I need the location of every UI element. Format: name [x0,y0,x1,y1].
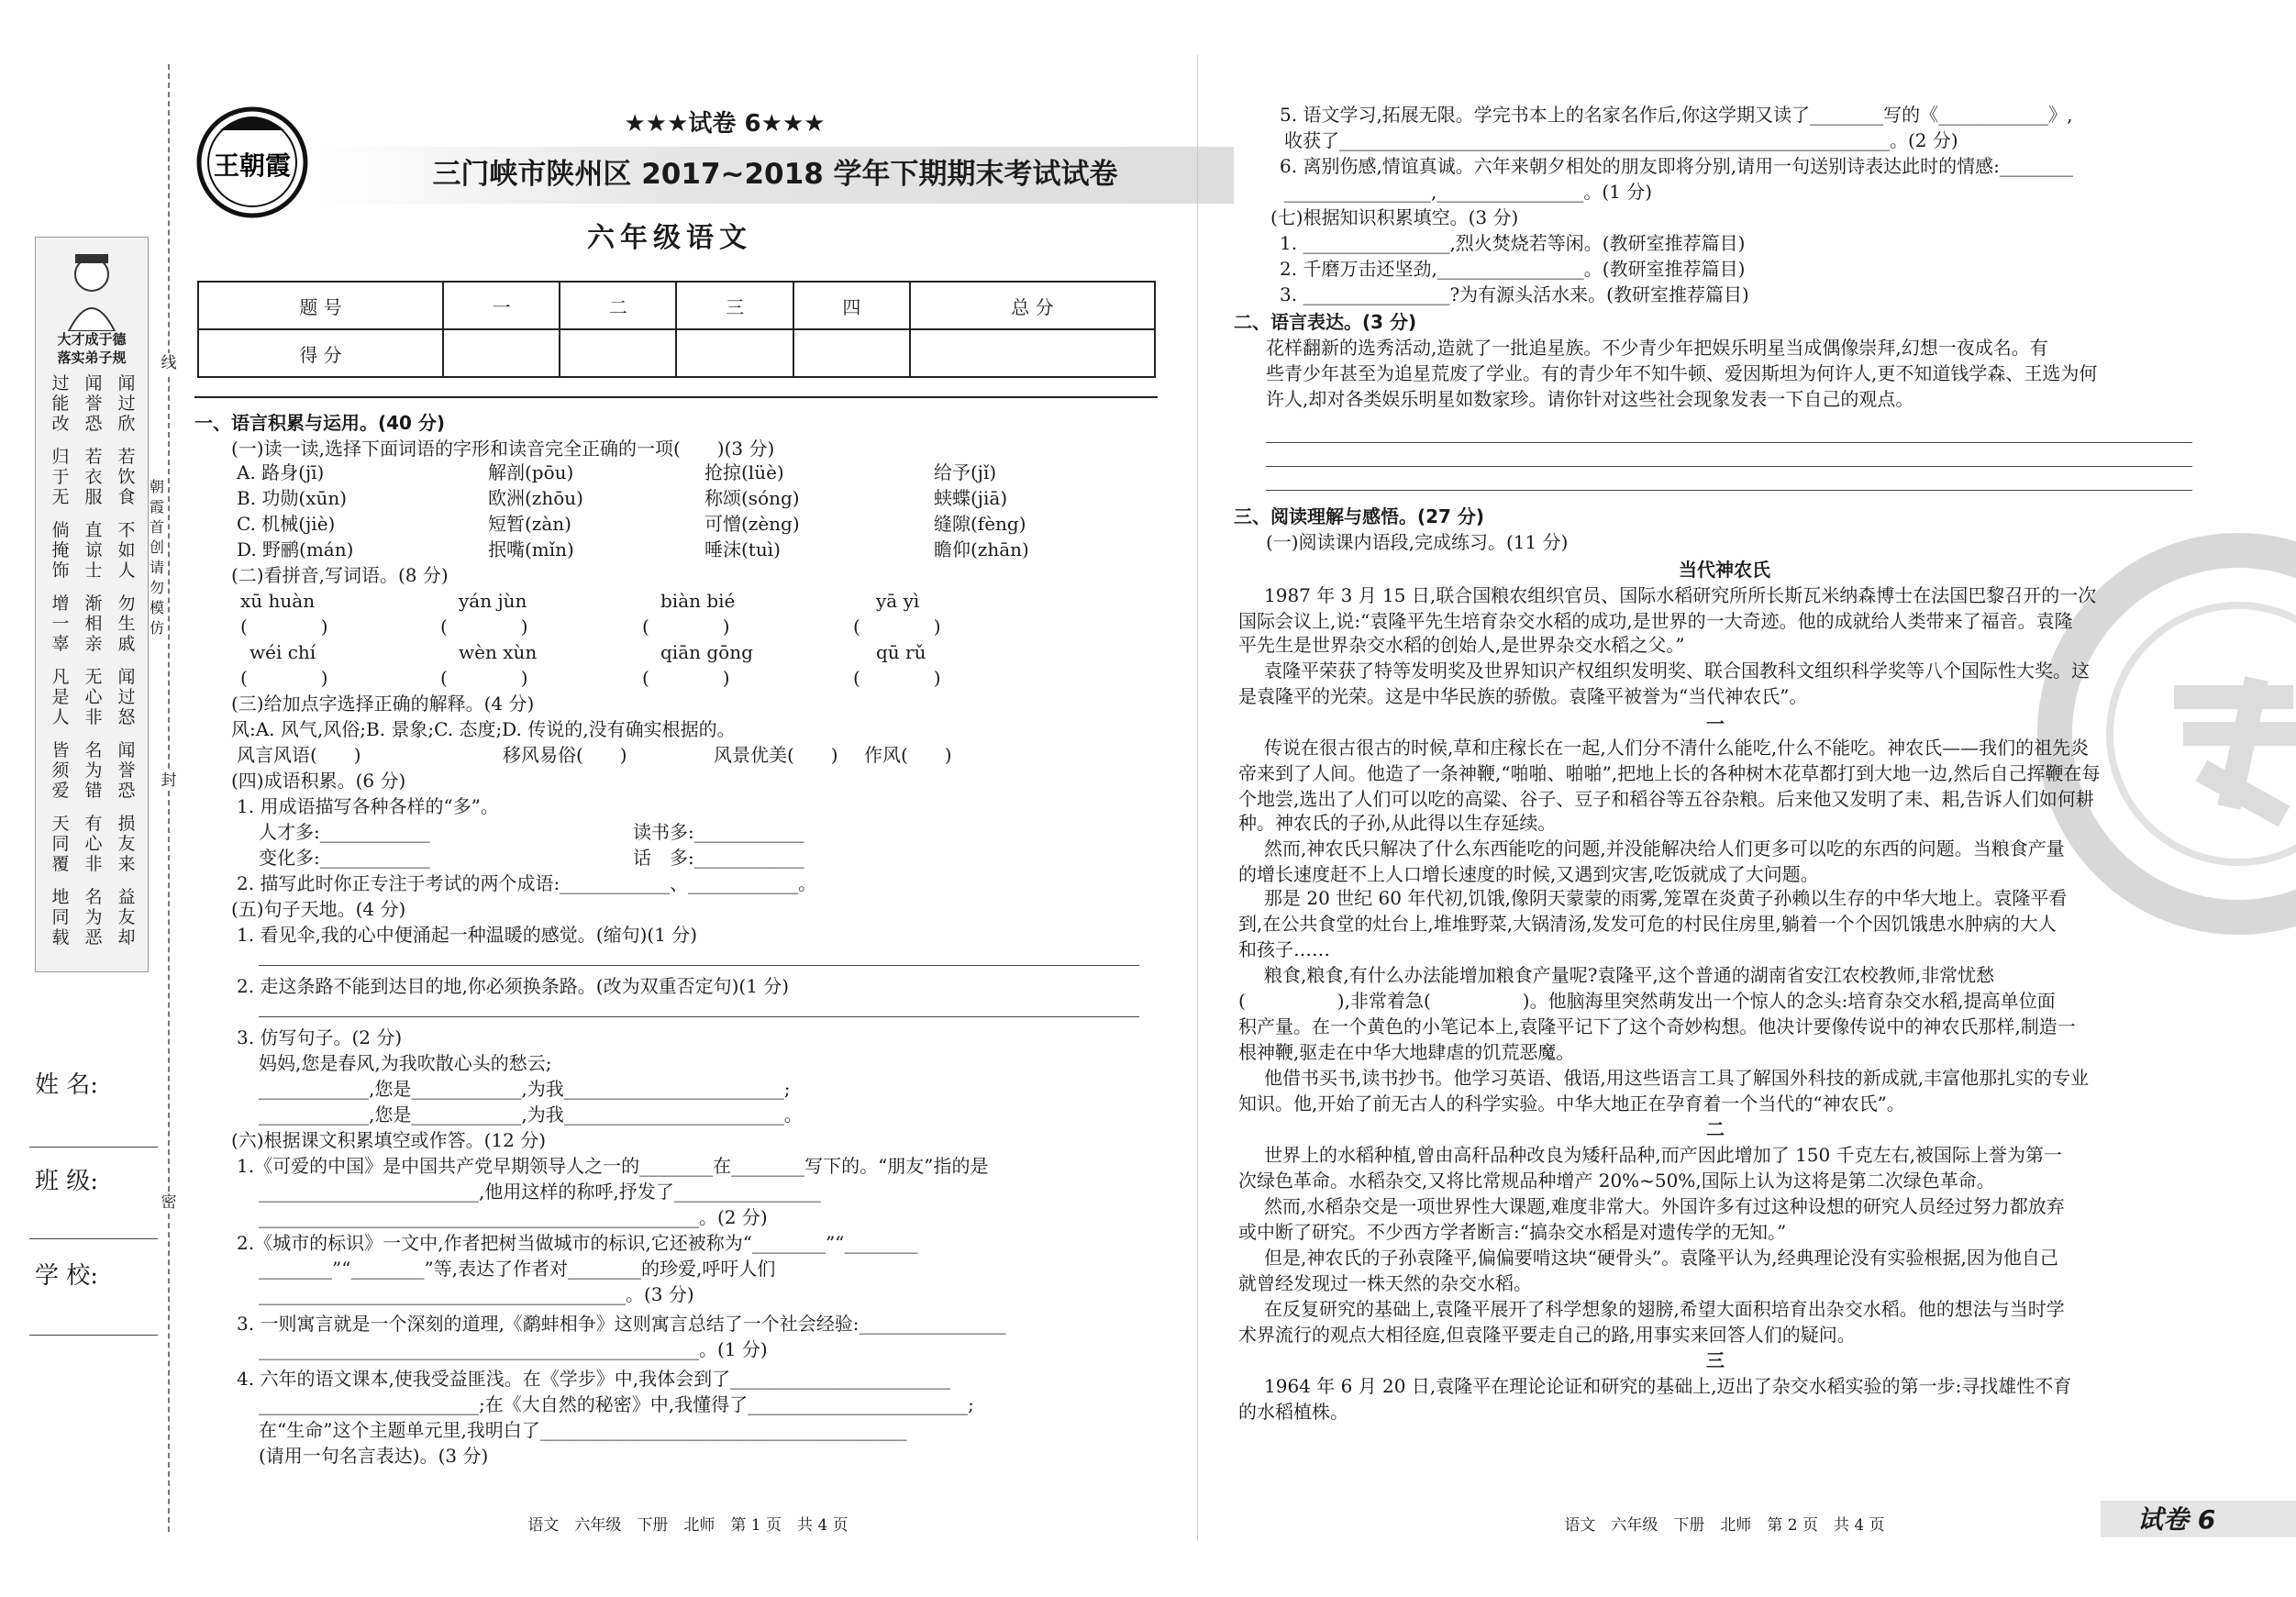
left-line: 2.《城市的标识》一文中,作者把树当做城市的标识,它还被称为“________”“________ [237,1232,918,1254]
left-line: ____________,您是____________,为我________________________。 [259,1103,803,1126]
answer-line[interactable] [259,1016,1139,1017]
answer-line[interactable] [1266,442,2192,443]
motto-column: 闻过怒 [117,667,136,727]
left-item: wéi chí [250,641,316,663]
left-item: 瞻仰(zhān) [934,538,1029,560]
right-line: 1. ________________,烈火焚烧若等闲。(教研室推荐篇目) [1280,232,1746,254]
right-line: 平先生是世界杂交水稻的创始人,是世界杂交水稻之父。” [1238,634,1685,656]
motto-column: 闻过欣 [117,373,136,434]
motto-line-1: 大才成于德 [57,331,127,348]
right-line: 的水稻植株。 [1238,1401,1348,1423]
left-line: ________________________________________________。(2 分) [259,1206,768,1228]
left-item: 风景优美( ) [714,744,838,766]
left-item: qū rǔ [876,641,926,663]
motto-column: 倘掩饰 [51,520,70,581]
answer-line[interactable] [1266,490,2192,491]
left-line: (二)看拼音,写词语。(8 分) [231,564,449,586]
left-item: ( ) [440,667,528,689]
exam-badge: ★★★试卷 6★★★ [624,110,826,138]
binding-mi: 密 [158,1192,180,1213]
left-item: ( ) [642,616,730,638]
left-item: C. 机械(jiè) [237,513,336,535]
left-line: ________________________________________。(3 分) [259,1283,694,1305]
left-line: 4. 六年的语文课本,使我受益匪浅。在《学步》中,我体会到了________________________ [237,1368,951,1390]
right-line: (一)阅读课内语段,完成练习。(11 分) [1266,531,1569,553]
left-line: 3. 仿写句子。(2 分) [237,1026,403,1048]
right-line: 和孩子…… [1238,938,1330,960]
motto-column: 增一辜 [51,593,70,654]
motto-column: 归于无 [51,447,70,507]
left-item: ( ) [853,616,941,638]
left-item: 称颂(sóng) [704,487,800,509]
left-item: 人才多:____________ [259,821,430,843]
motto-column: 过能改 [51,373,70,434]
left-item: 读书多:____________ [633,821,804,843]
binding-line [168,64,170,1532]
left-item: xū huàn [240,590,316,612]
right-line: 是袁隆平的光荣。这是中华民族的骄傲。袁隆平被誉为“当代神农氏”。 [1238,685,1808,707]
right-line: 6. 离别伤感,情谊真诚。六年来朝夕相处的朋友即将分别,请用一句送别诗表达此时的情感:________ [1280,155,2073,177]
left-item: wèn xùn [459,641,538,663]
left-item: ( ) [642,667,730,689]
right-line: ( ),非常着急( )。他脑海里突然萌发出一个惊人的念头:培育杂交水稻,提高单位面 [1238,990,2056,1012]
motto-column: 天同覆 [51,814,70,874]
left-line: ________________________;在《大自然的秘密》中,我懂得了________________________; [259,1393,974,1415]
motto-column: 渐相亲 [84,593,103,654]
left-line: ________”“________”等,表达了作者对________的珍爱,呼吁人们 [259,1258,776,1280]
right-line: 然而,神农氏只解决了什么东西能吃的问题,并没能解决给人们更多可以吃的东西的问题。当粮食产量 [1264,837,2065,859]
answer-line[interactable] [259,965,1139,966]
left-line: 1.《可爱的中国》是中国共产党早期领导人之一的________在________写下的。“朋友”指的是 [237,1155,989,1177]
right-line: 三、阅读理解与感悟。(27 分) [1234,505,1485,527]
name-line[interactable] [29,1147,158,1148]
left-item: 蛱蝶(jiā) [934,487,1008,509]
page-divider [1197,55,1198,1541]
right-line: 袁隆平荣获了特等发明奖及世界知识产权组织发明奖、联合国教科文组织科学奖等八个国际性大奖。这 [1264,660,2090,682]
score-input[interactable] [676,329,793,377]
motto-column: 益友却 [117,887,136,948]
motto-column: 地同载 [51,887,70,948]
motto-column: 若衣服 [84,447,103,507]
left-item: 唾沫(tuì) [704,538,781,560]
right-line: 术界流行的观点大相径庭,但袁隆平要走自己的路,用事实来回答人们的疑问。 [1238,1324,1856,1346]
motto-column: 凡是人 [51,667,70,727]
right-line: 花样翻新的选秀活动,造就了一批追星族。不少青少年把娱乐明星当成偶像崇拜,幻想一夜成名。有 [1266,337,2048,359]
right-line: 个地尝,选出了人们可以吃的高粱、谷子、豆子和稻谷等五谷杂粮。后来他又发明了耒、耜,告诉人们如何耕 [1238,788,2094,810]
left-line: ____________,您是____________,为我________________________; [259,1078,791,1100]
right-line: 根神鞭,驱走在中华大地肆虐的饥荒恶魔。 [1238,1041,1575,1063]
right-line: 但是,神农氏的子孙袁隆平,偏偏要啃这块“硬骨头”。袁隆平认为,经典理论没有实验根据,因为他自己 [1264,1247,2058,1269]
left-line: 1. 看见伞,我的心中便涌起一种温暖的感觉。(缩句)(1 分) [237,924,698,946]
left-item: 可憎(zèng) [704,513,800,535]
passage-heading: 当代神农氏 [1679,559,1770,581]
left-item: ( ) [440,616,528,638]
brand-logo [193,103,312,222]
left-item: biàn bié [660,590,736,612]
motto-column: 名为错 [84,740,103,801]
left-line: (四)成语积累。(6 分) [231,770,406,792]
left-item: 作风( ) [864,744,952,766]
class-line[interactable] [29,1238,158,1239]
left-line: 风:A. 风气,风俗;B. 景象;C. 态度;D. 传说的,没有确实根据的。 [231,718,736,740]
right-line: 到,在公共食堂的灶台上,堆堆野菜,大锅清汤,发发可危的村民住房里,躺着一个个因饥饿患水肿病的大人 [1238,913,2057,935]
left-line: 3. 一则寓言就是一个深刻的道理,《鹬蚌相争》这则寓言总结了一个社会经验:________________ [237,1313,1006,1335]
right-line: 收获了____________________________________________________________。(2 分) [1284,129,1958,151]
left-line: (六)根据课文积累填空或作答。(12 分) [231,1129,547,1151]
score-value-row [198,329,1155,377]
logo-text: 王朝霞 [213,150,292,181]
right-line: 积产量。在一个黄色的小笔记本上,袁隆平记下了这个奇妙构想。他决计要像传说中的神农氏那样,制造一 [1238,1015,2076,1037]
right-line: 在反复研究的基础上,袁隆平展开了科学想象的翅膀,希望大面积培育出杂交水稻。他的想法与当时学 [1264,1298,2065,1320]
score-input[interactable] [910,329,1155,377]
footer-right: 语文 六年级 下册 北师 第 2 页 共 4 页 [1564,1516,1885,1535]
binding-feng: 封 [158,771,180,791]
right-line: 许人,却对各类娱乐明星如数家珍。请你针对这些社会现象发表一下自己的观点。 [1266,388,1914,410]
right-line: 国际会议上,说:“袁隆平先生培育杂交水稻的成功,是世界的一大奇迹。他的成就给人类带来了福音。袁隆 [1238,610,2073,632]
binding-brand: 朝霞首创 请勿模仿 [149,478,164,637]
right-line: (七)根据知识积累填空。(3 分) [1270,206,1519,228]
score-cell: 三 [676,282,793,329]
motto-column: 名为恶 [84,887,103,948]
score-header-row [198,282,1155,329]
passage-heading: 一 [1706,713,1725,735]
left-item: 话 多:____________ [633,847,804,869]
left-line: ________________________,他用这样的称呼,抒发了________________ [259,1181,821,1203]
right-line: 二、语言表达。(3 分) [1234,311,1417,333]
right-line: 5. 语文学习,拓展无限。学完书本上的名家名作后,你这学期又读了________写的《____________》, [1280,104,2073,126]
school-line[interactable] [29,1335,158,1336]
corner-tag: 试卷 6 [2137,1504,2216,1535]
score-cell: 总 分 [910,282,1155,329]
left-line: (请用一句名言表达)。(3 分) [259,1445,489,1467]
right-line: 然而,水稻杂交是一项世界性大课题,难度非常大。外国许多有过这种设想的研究人员经过努力都放弃 [1264,1195,2065,1217]
left-item: 给予(jǐ) [934,461,997,483]
score-input[interactable] [443,329,560,377]
motto-column: 若饮食 [117,447,136,507]
right-line: 或中断了研究。不少西方学者断言:“搞杂交水稻是对遗传学的无知。” [1238,1221,1787,1243]
right-line: 那是 20 世纪 60 年代初,饥饿,像阴天蒙蒙的雨雾,笼罩在炎黄子孙赖以生存的中华大地上。袁隆平看 [1264,887,2068,909]
right-line: 粮食,粮食,有什么办法能增加粮食产量呢?袁隆平,这个普通的湖南省安江农校教师,非常忧愁 [1264,964,1995,986]
left-item: qiān gōng [660,641,753,663]
score-cell: 四 [793,282,910,329]
motto-column: 有心非 [84,814,103,874]
right-line: 他借书买书,读书抄书。他学习英语、俄语,用这些语言工具了解国外科技的新成就,丰富他那扎实的专业 [1264,1067,2090,1089]
score-input[interactable] [793,329,910,377]
left-item: D. 野鹂(mán) [237,538,354,560]
motto-column: 皆须爱 [51,740,70,801]
right-line: 种。神农氏的子孙,从此得以生存延续。 [1238,812,1557,834]
left-item: A. 路身(jī) [237,461,325,483]
footer-left: 语文 六年级 下册 北师 第 1 页 共 4 页 [527,1516,849,1535]
left-item: 欧洲(zhōu) [488,487,583,509]
header-divider [194,396,1158,398]
exam-subtitle: 六年级语文 [587,222,752,254]
passage-heading: 二 [1706,1118,1725,1140]
name-label: 姓 名: [35,1071,99,1099]
exam-title: 三门峡市陕州区 2017~2018 学年下期期末考试试卷 [432,158,1118,191]
left-item: 短暂(zàn) [488,513,571,535]
left-line: 一、语言积累与运用。(40 分) [194,412,446,434]
score-cell: 二 [560,282,676,329]
right-line: ________________,________________。(1 分) [1284,181,1653,203]
left-item: 风言风语( ) [237,744,361,766]
motto-columns [39,373,146,960]
passage-heading: 三 [1706,1349,1725,1371]
left-item: 抢掠(lüè) [704,461,784,483]
motto-column: 勿生戚 [117,593,136,654]
left-item: ( ) [240,667,328,689]
score-input[interactable] [560,329,676,377]
right-line: 传说在很古很古的时候,草和庄稼长在一起,人们分不清什么能吃,什么不能吃。神农氏——我们的祖先炎 [1264,737,2090,759]
left-line: (五)句子天地。(4 分) [231,898,406,920]
right-line: 1964 年 6 月 20 日,袁隆平在理论论证和研究的基础上,迈出了杂交水稻实验的第一步:寻找雄性不育 [1264,1375,2072,1397]
left-item: 缝隙(fèng) [934,513,1026,535]
score-cell: 一 [443,282,560,329]
left-item: yā yì [876,590,920,612]
right-line: 知识。他,开始了前无古人的科学实验。中华大地正在孕育着一个当代的“神农氏”。 [1238,1092,1905,1115]
left-item: ( ) [240,616,328,638]
score-cell: 得 分 [198,329,443,377]
right-line: 1987 年 3 月 15 日,联合国粮农组织官员、国际水稻研究所所长斯瓦米纳森博士在法国巴黎召开的一次 [1264,584,2097,606]
left-line: (一)读一读,选择下面词语的字形和读音完全正确的一项( )(3 分) [231,438,775,460]
left-item: 抿嘴(mǐn) [488,538,574,560]
right-line: 2. 千磨万击还坚劲,________________。(教研室推荐篇目) [1280,258,1746,280]
left-line: 2. 描写此时你正专注于考试的两个成语:____________、____________。 [237,872,817,894]
right-line: 的增长速度赶不上人口增长速度的时候,又遇到灾害,吃饭就成了大问题。 [1238,863,1819,885]
motto-column: 闻誉恐 [84,373,103,434]
motto-column: 无心非 [84,667,103,727]
left-item: B. 功勋(xūn) [237,487,348,509]
binding-xian: 线 [158,353,180,373]
left-item: 移风易俗( ) [503,744,627,766]
score-table [197,281,1156,378]
left-line: (三)给加点字选择正确的解释。(4 分) [231,693,535,715]
left-line: 妈妈,您是春风,为我吹散心头的愁云; [259,1052,552,1074]
scholar-figure-icon [60,249,124,331]
answer-line[interactable] [1266,466,2192,467]
right-line: 次绿色革命。水稻杂交,又将比常规品种增产 20%~50%,国际上认为这将是第二次绿色革命。 [1238,1170,1995,1192]
right-line: 些青少年甚至为追星荒废了学业。有的青少年不知牛顿、爱因斯坦为何许人,更不知道钱学森、王选为何 [1266,362,2098,384]
sidebar-motto-panel [35,237,149,972]
motto-column: 损友来 [117,814,136,874]
class-label: 班 级: [35,1168,99,1195]
right-line: 就曾经发现过一株天然的杂交水稻。 [1238,1272,1532,1294]
motto-column: 不如人 [117,520,136,581]
right-line: 世界上的水稻种植,曾由高秆品种改良为矮秆品种,而产因此增加了 150 千克左右,被国际上誉为第一 [1264,1144,2062,1166]
left-line: ________________________________________________。(1 分) [259,1338,768,1360]
left-line: 在“生命”这个主题单元里,我明白了________________________________________ [259,1419,907,1441]
school-label: 学 校: [35,1262,99,1290]
right-line: 帝来到了人间。他造了一条神鞭,“啪啪、啪啪”,把地上长的各种树木花草都打到大地一边,然后自己挥鞭在每 [1238,762,2101,784]
motto-column: 直谅士 [84,520,103,581]
left-item: 解剖(pōu) [488,461,574,483]
left-line: 1. 用成语描写各种各样的“多”。 [237,795,499,817]
score-cell: 题 号 [198,282,443,329]
right-line: 3. ________________?为有源头活水来。(教研室推荐篇目) [1280,283,1749,305]
motto-line-2: 落实弟子规 [57,349,127,366]
left-item: yán jùn [459,590,527,612]
motto-column: 闻誉恐 [117,740,136,801]
left-item: ( ) [853,667,941,689]
left-line: 2. 走这条路不能到达目的地,你必须换条路。(改为双重否定句)(1 分) [237,975,790,997]
left-item: 变化多:____________ [259,847,430,869]
